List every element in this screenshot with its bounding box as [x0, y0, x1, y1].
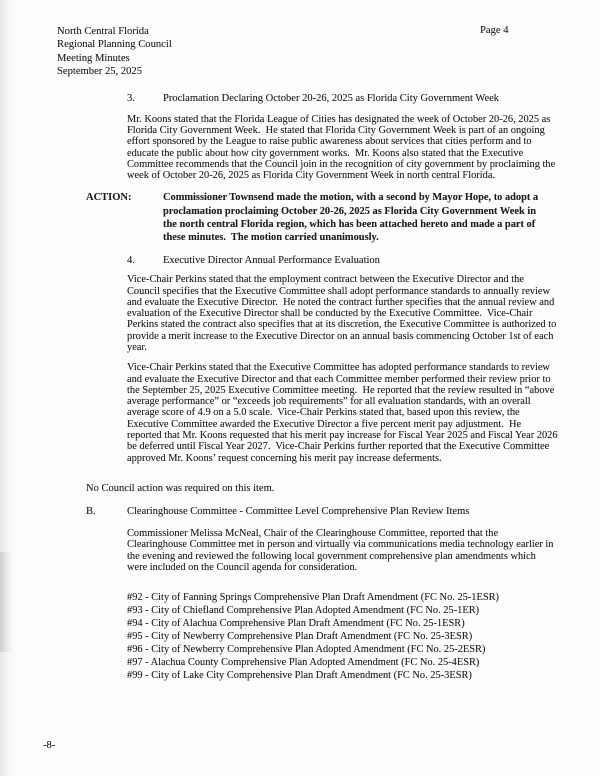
- amendment-item: #96 - City of Newberry Comprehensive Plan Adopted Amendment (FC No. 25-2ESR): [127, 643, 486, 655]
- agenda-item-4-title: Executive Director Annual Performance Evaluation: [163, 255, 380, 267]
- header-org-line-1: North Central Florida: [57, 26, 149, 37]
- item-4-paragraph-1: Vice-Chair Perkins stated that the employment contract between the Executive Director and the Council specifies that the Executive Committee shall adopt performance standards to annually review and evaluate the Executive Director. He noted the contract further specifies that the annual review and evaluation of the Executive Director shall be conducted by the Executive Committee. Vice-Chair Perkins stated the contract also specifies that at its discretion, the Executive Committee is authorized to provide a merit increase to the Executive Director on an annual basis commencing October 1st of each year.: [127, 274, 559, 353]
- agenda-item-3-number: 3.: [127, 92, 135, 104]
- no-action-note: No Council action was required on this item.: [86, 482, 275, 494]
- section-b-title: Clearinghouse Committee - Committee Level Comprehensive Plan Review Items: [127, 505, 470, 517]
- item-3-paragraph: Mr. Koons stated that the Florida League of Cities has designated the week of October 20-26, 2025 as Florida City Government Week. He stated that Florida City Government Week is part of an ongoing effort sponsored by the League to raise public awareness about services that cities perform and to educate the public about how city government works. Mr. Koons also stated that the Executive Committee recommends that the Council join in the recognition of city government by proclaiming the week of October 20-26, 2025 as Florida City Government Week in north central Florida.: [127, 113, 558, 182]
- section-b-heading: [86, 506, 600, 518]
- footer-page-label: -8-: [43, 740, 56, 751]
- agenda-item-3-title: Proclamation Declaring October 20-26, 2025 as Florida City Government Week: [163, 92, 500, 104]
- amendment-list: [127, 592, 600, 682]
- header-date: September 25, 2025: [57, 66, 143, 78]
- page-number: Page 4: [480, 25, 509, 36]
- amendment-item: #92 - City of Fanning Springs Comprehensive Plan Draft Amendment (FC No. 25-1ESR): [127, 592, 500, 604]
- amendment-item: #97 - Alachua County Comprehensive Plan Adopted Amendment (FC No. 25-4ESR): [127, 656, 480, 668]
- section-b-letter: B.: [86, 505, 96, 517]
- action-block: [86, 191, 600, 244]
- header-org-line-2: Regional Planning Council: [57, 39, 172, 51]
- action-text: Commissioner Townsend made the motion, with a second by Mayor Hope, to adopt a proclamation proclaiming October 20-26, 2025 as Florida City Government Week in the north central Florida region, which has been attached hereto and made a part of these minutes. The motion carried unanimously.: [163, 192, 541, 244]
- amendment-item: #99 - City of Lake City Comprehensive Plan Draft Amendment (FC No. 25-3ESR): [127, 669, 472, 681]
- action-label: ACTION:: [86, 192, 132, 204]
- scan-left-smudge: [0, 552, 14, 652]
- amendment-item: #94 - City of Alachua Comprehensive Plan Draft Amendment (FC No. 25-1ESR): [127, 617, 465, 629]
- header-doc-type: Meeting Minutes: [57, 52, 130, 64]
- agenda-item-4-heading: [127, 255, 600, 267]
- amendment-item: #95 - City of Newberry Comprehensive Plan Draft Amendment (FC No. 25-3ESR): [127, 630, 473, 642]
- agenda-item-4-number: 4.: [127, 255, 135, 267]
- amendment-item: #93 - City of Chiefland Comprehensive Plan Adopted Amendment (FC No. 25-1ER): [127, 605, 480, 617]
- section-b-paragraph: Commissioner Melissa McNeal, Chair of the Clearinghouse Committee, reported that the Clearinghouse Committee met in person and virtually via communications media technology earlier in the evening and reviewed the following local government comprehensive plan amendments which were included on the Council agenda for consideration.: [127, 527, 557, 573]
- document-header: [57, 25, 600, 79]
- agenda-item-3-heading: [127, 93, 600, 105]
- item-4-paragraph-2: Vice-Chair Perkins stated that the Executive Committee has adopted performance standards to review and evaluate the Executive Director and that each Committee member performed their review prior to the September 25, 2025 Executive Committee meeting. He reported that the review resulted in “above average performance” or “exceeds job requirements” for all evaluation standards, with an overall average score of 4.9 on a 5.0 scale. Vice-Chair Perkins stated that, based upon this review, the Executive Committee awarded the Executive Director a five percent merit pay adjustment. He reported that Mr. Koons requested that his merit pay increase for Fiscal Year 2025 and Fiscal Year 2026 be deferred until Fiscal Year 2027. Vice-Chair Perkins further reported that the Executive Committee approved Mr. Koons’ request concerning his merit pay increase deferments.: [127, 362, 561, 464]
- scan-left-shadow: [0, 0, 20, 776]
